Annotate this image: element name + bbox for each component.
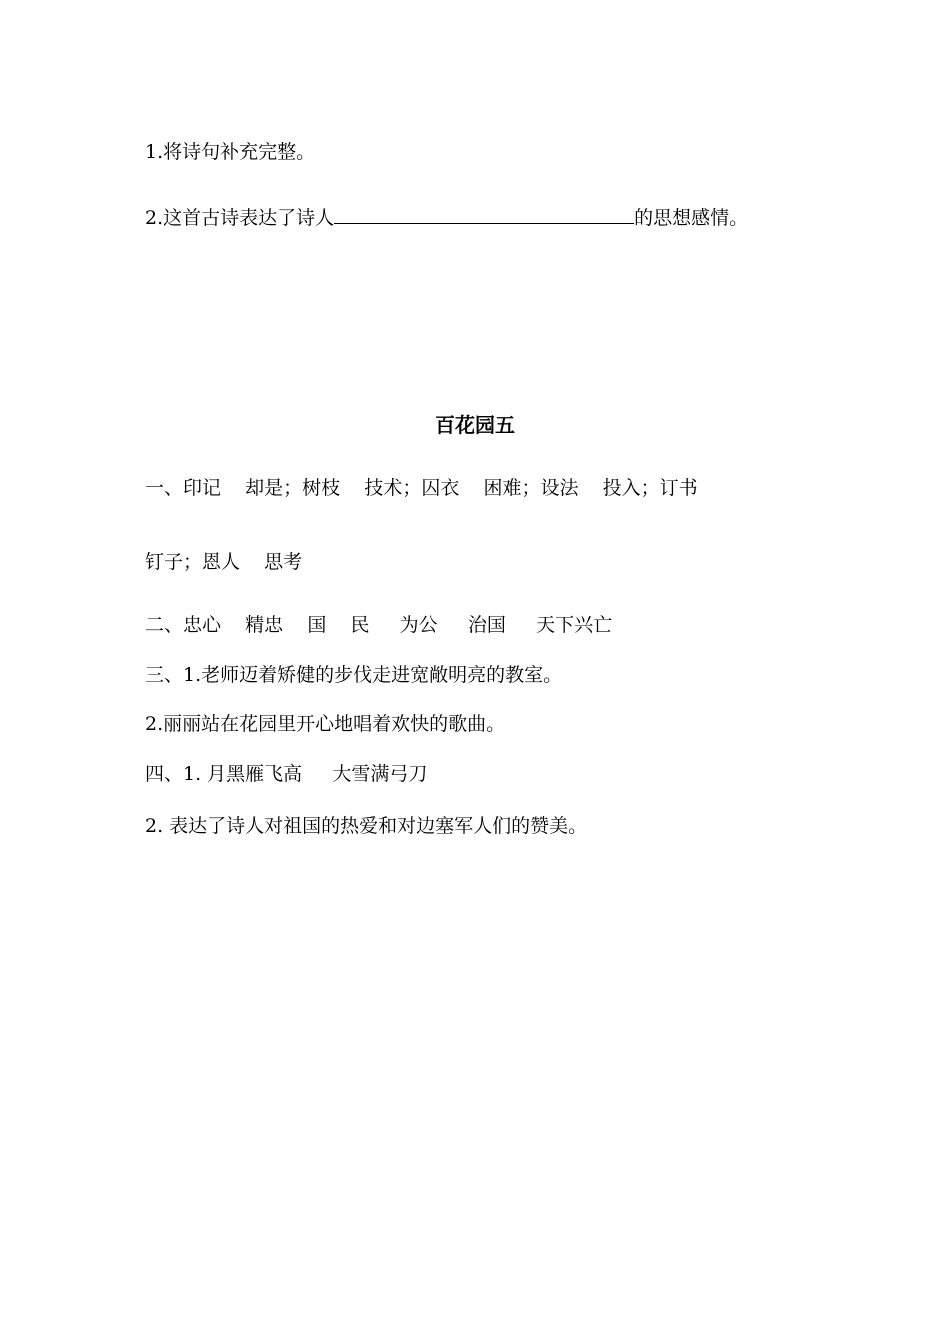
- question-2: [145, 203, 748, 230]
- answer-line-3: 二、忠心 精忠 国 民 为公 治国 天下兴亡: [145, 614, 613, 636]
- section-title: 百花园五: [435, 413, 515, 437]
- answer-line-6: 四、1. 月黑雁飞高 大雪满弓刀: [145, 763, 428, 785]
- question-2-prefix: 2.这首古诗表达了诗人: [145, 207, 335, 229]
- answer-line-5: 2.丽丽站在花园里开心地唱着欢快的歌曲。: [145, 713, 506, 735]
- question-2-suffix: 的思想感情。: [634, 207, 749, 229]
- answer-line-7: 2. 表达了诗人对祖国的热爱和对边塞军人们的赞美。: [145, 815, 588, 837]
- answer-line-1: 一、印记 却是；树枝 技术；囚衣 困难；设法 投入；订书: [145, 477, 698, 499]
- answer-blank[interactable]: [334, 203, 634, 224]
- answer-line-2: 钉子；恩人 思考: [145, 551, 303, 573]
- answer-line-4: 三、1.老师迈着矫健的步伐走进宽敞明亮的教室。: [145, 664, 563, 686]
- question-1: 1.将诗句补充完整。: [145, 141, 316, 163]
